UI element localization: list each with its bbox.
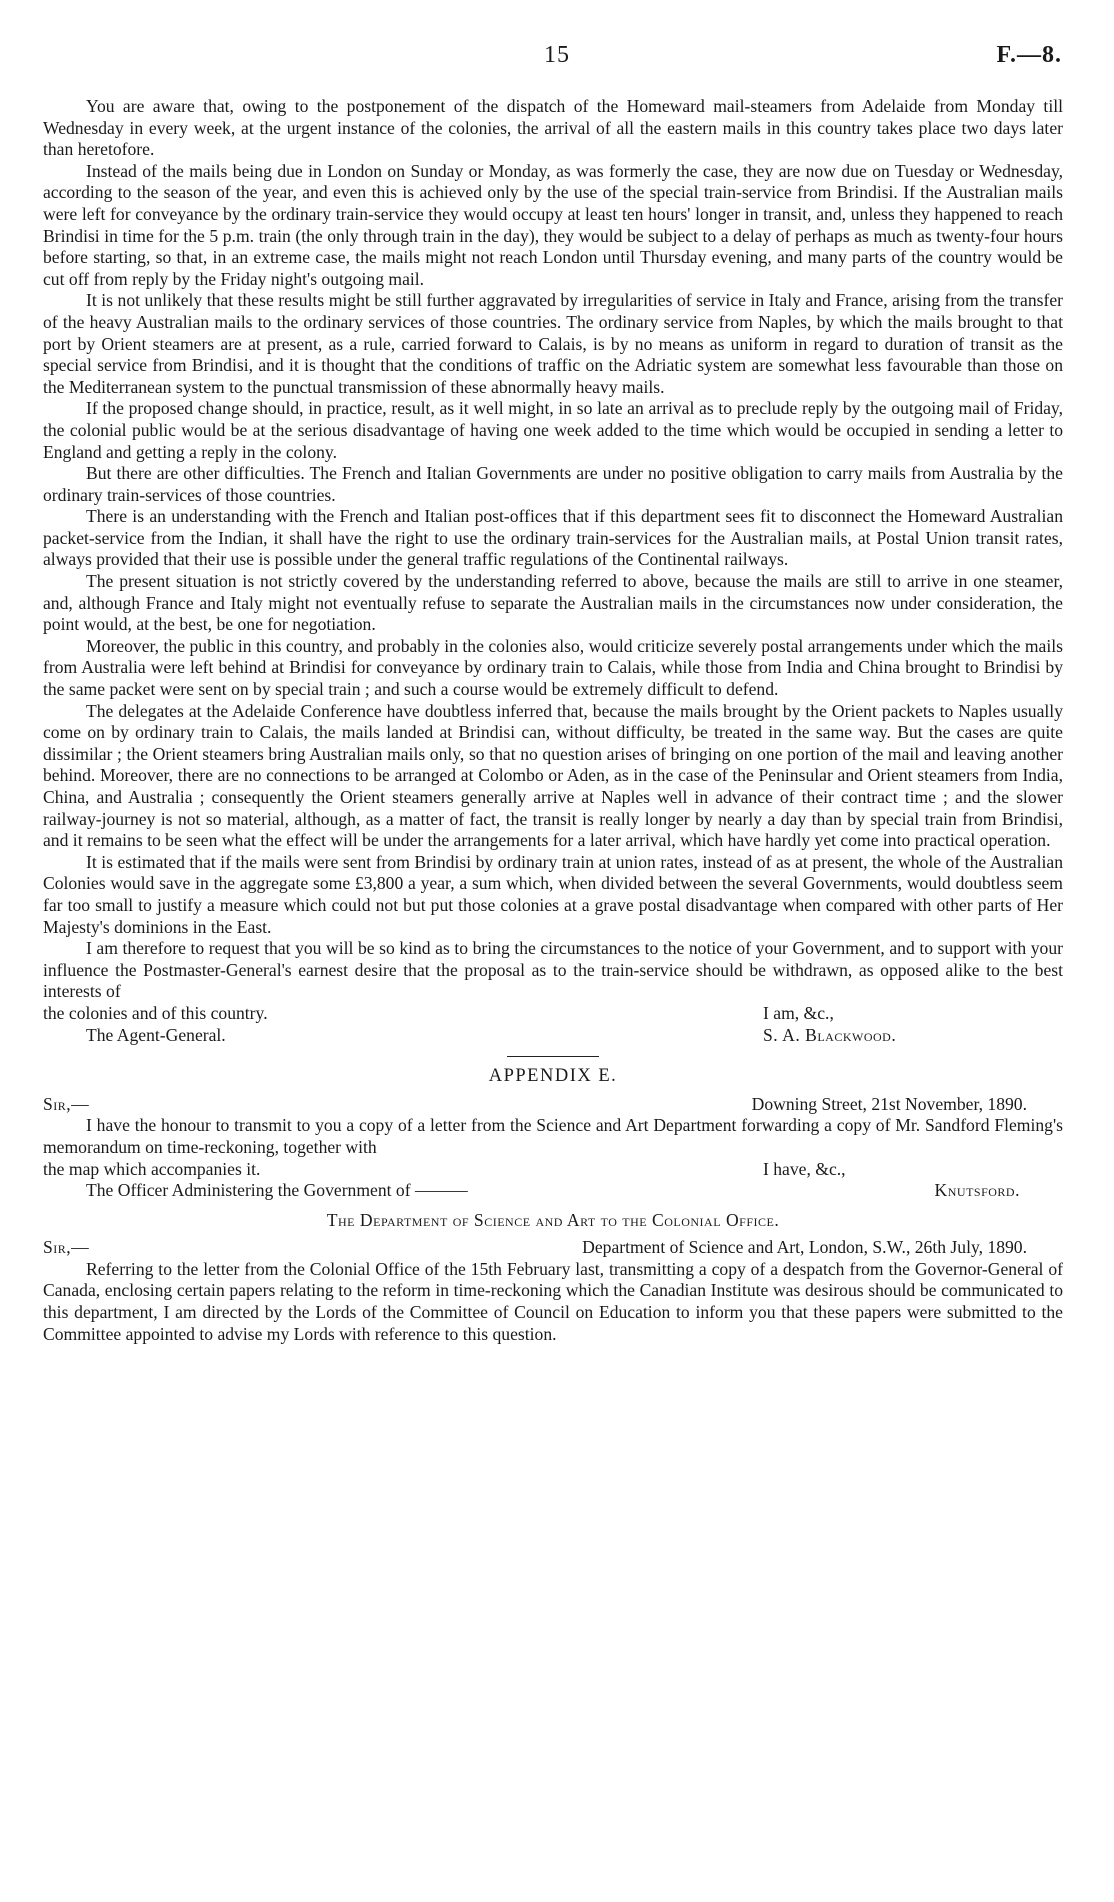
paragraph: There is an understanding with the French and Italian post-offices that if this department sees fit to disconnect the Homeward Australian packet-service from the Indian, it shall have the right to use the ordinary train-services for the Australian mails, at Postal Union transit rates, always provided that their use is possible under the general traffic regulations of the Continental railways. (43, 506, 1063, 570)
paragraph: Moreover, the public in this country, and probably in the colonies also, would criticize severely postal arrangements under which the mails from Australia were left behind at Brindisi for conveyance by ordinary train to Calais, while those from India and China brought to Brindisi by the same packet were sent on by special train ; and such a course would be extremely difficult to defend. (43, 635, 1063, 700)
paragraph: You are aware that, owing to the postponement of the dispatch of the Homeward mail-steamers from Adelaide from Monday till Wednesday in every week, at the urgent instance of the colonies, the arrival of all the eastern mails in this country takes place two days later than heretofore. (43, 96, 1063, 160)
letter-heading: The Department of Science and Art to the Colonial Office. (326, 1209, 780, 1230)
salutation-row (43, 1237, 1063, 1259)
signature-row (43, 1180, 1063, 1202)
place-date: Department of Science and Art, London, S.W., 26th July, 1890. (582, 1237, 1027, 1258)
closing-row (43, 1159, 1063, 1181)
salutation: Sir,— (43, 1093, 90, 1114)
final-line: the map which accompanies it. (43, 1158, 261, 1179)
signature-row (43, 1025, 1063, 1047)
paragraph: But there are other difficulties. The French and Italian Governments are under no positive obligation to carry mails from Australia by the ordinary train-services of those countries. (43, 463, 1063, 505)
closing-row (43, 1003, 1063, 1025)
document-body (43, 96, 1063, 1345)
signature: S. A. Blackwood. (763, 1024, 897, 1045)
salutation: Sir,— (43, 1237, 90, 1258)
paragraph: The present situation is not strictly covered by the understanding referred to above, because the mails are still to arrive in one steamer, and, although France and Italy might not eventually refuse to separate the Australian mails in the circumstances now under consideration, the point would, at the best, be one for negotiation. (43, 571, 1063, 635)
appendix-title: APPENDIX E. (488, 1066, 618, 1087)
addressee: The Agent-General. (86, 1024, 226, 1045)
paragraph: Instead of the mails being due in London on Sunday or Monday, as was formerly the case, they are now due on Tuesday or Wednesday, according to the season of the year, and even this is achieved only by the use of the special train-service from Brindisi. If the Australian mails were left for conveyance by the ordinary train-service they would occupy at least ten hours' longer in transit, and, unless they happened to reach Brindisi in time for the 5 p.m. train (the only through train in the day), they would be subject to a delay of perhaps as much as twenty-four hours before starting, so that, in an extreme case, the mails might not reach London until Thursday evening, and many parts of the country would be cut off from reply by the Friday night's outgoing mail. (43, 160, 1063, 289)
place-date: Downing Street, 21st November, 1890. (751, 1093, 1027, 1114)
closing: I have, &c., (763, 1158, 846, 1179)
appendix-e (43, 1066, 1063, 1202)
addressee: The Officer Administering the Government of ——— (86, 1180, 468, 1201)
paragraph: If the proposed change should, in practice, result, as it well might, in so late an arrival as to preclude reply by the outgoing mail of Friday, the colonial public would be at the serious disadvantage of having one week added to the time which would be occupied in sending a letter to England and getting a reply in the colony. (43, 398, 1063, 462)
signature: Knutsford. (934, 1180, 1020, 1201)
final-line: the colonies and of this country. (43, 1002, 268, 1023)
paragraph: I am therefore to request that you will be so kind as to bring the circumstances to the notice of your Government, and to support with your influence the Postmaster-General's earnest desire that the proposal as to the train-service should be withdrawn, as opposed alike to the best interests of (43, 938, 1063, 1002)
paragraph: Referring to the letter from the Colonial Office of the 15th February last, transmitting a copy of a despatch from the Governor-General of Canada, enclosing certain papers relating to the reform in time-reckoning which the Canadian Institute was desirous should be communicated to this department, I am directed by the Lords of the Committee of Council on Education to inform you that these papers were submitted to the Committee appointed to advise my Lords with reference to this question. (43, 1258, 1063, 1344)
paragraph: It is not unlikely that these results might be still further aggravated by irregularities of service in Italy and France, arising from the transfer of the heavy Australian mails to the ordinary services of those countries. The ordinary service from Naples, by which the mails brought to that port by Orient steamers are at present, as a rule, carried forward to Calais, is by no means as uniform in regard to duration of transit as the special service from Brindisi, and it is thought that the conditions of traffic on the Adriatic system are somewhat less favourable than those on the Mediterranean system to the punctual transmission of these abnormally heavy mails. (43, 290, 1063, 397)
paragraph: The delegates at the Adelaide Conference have doubtless inferred that, because the mails brought by the Orient packets to Naples usually come on by ordinary train to Calais, the mails landed at Brindisi can, without difficulty, be treated in the same way. But the cases are quite dissimilar ; the Orient steamers bring Australian mails only, so that no question arises of bringing on one portion of the mail and leaving another behind. Moreover, there are no connections to be arranged at Colombo or Aden, as in the case of the Peninsular and Orient steamers from India, China, and Australia ; consequently the Orient steamers generally arrive at Naples well in advance of their contract time ; and the slower railway-journey is not so material, although, as a matter of fact, the transit is really longer by nearly a day than by special train from Brindisi, and it remains to be seen what the effect will be under the arrangements for a later arrival, which have hardly yet come into practical operation. (43, 700, 1063, 851)
closing: I am, &c., (763, 1002, 834, 1023)
paragraph: I have the honour to transmit to you a copy of a letter from the Science and Art Department forwarding a copy of Mr. Sandford Fleming's memorandum on time-reckoning, together with (43, 1115, 1063, 1157)
page-number: 15 (544, 42, 570, 68)
document-reference: F.—8. (996, 42, 1062, 68)
paragraph: It is estimated that if the mails were sent from Brindisi by ordinary train at union rates, instead of as at present, the whole of the Australian Colonies would save in the aggregate some £3,800 a year, a sum which, when divided between the several Governments, would doubtless seem far too small to justify a measure which could not but put those colonies at a grave postal disadvantage when compared with other parts of Her Majesty's dominions in the East. (43, 851, 1063, 937)
letter-science-art (43, 1210, 1063, 1346)
section-divider (507, 1056, 599, 1057)
letter-blackwood (43, 96, 1063, 1046)
salutation-row (43, 1094, 1063, 1116)
